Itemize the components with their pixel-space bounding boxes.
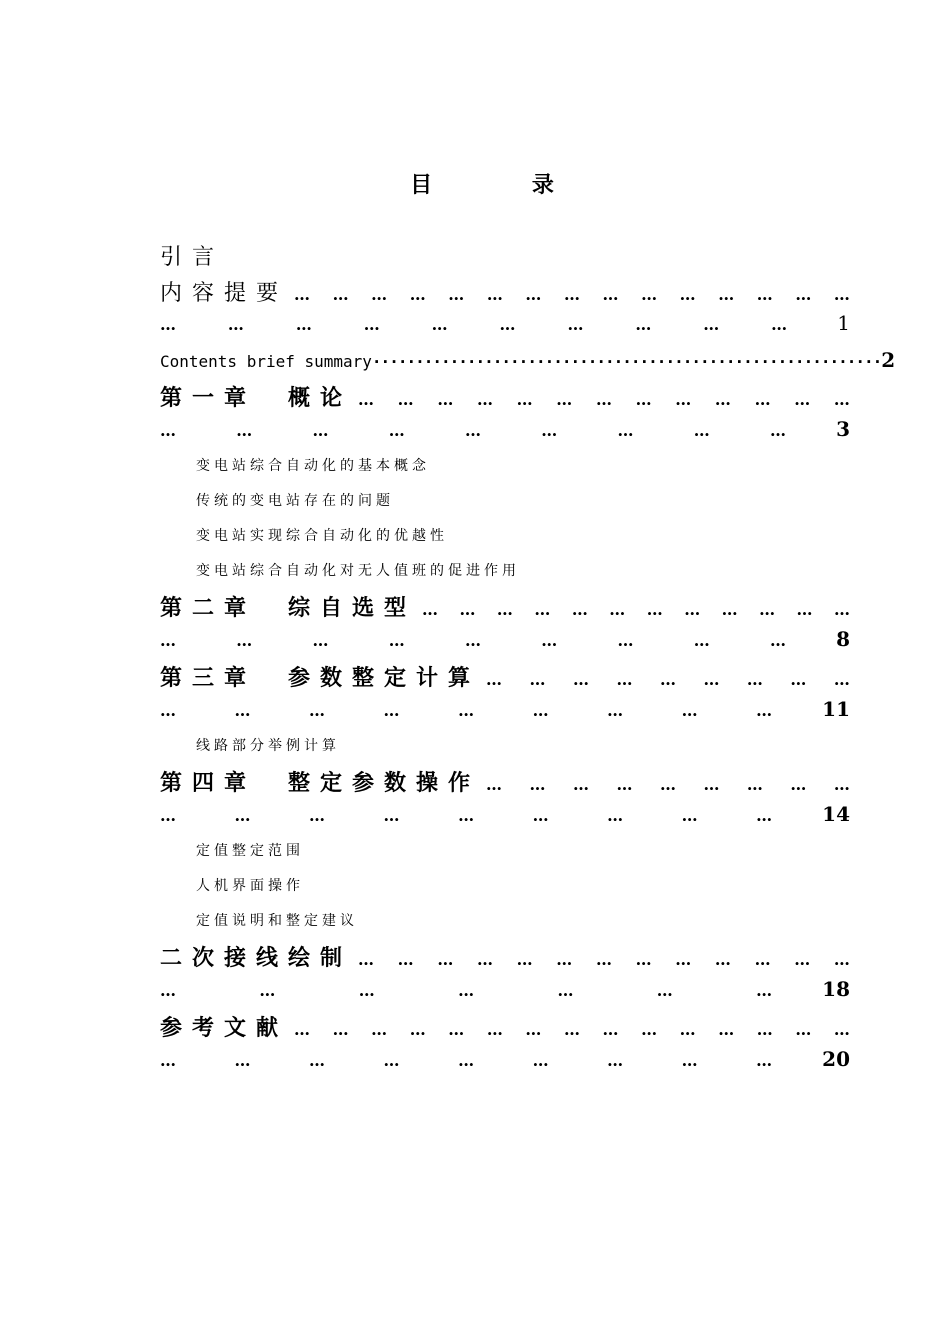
leader-dot: … [754,390,771,409]
toc-entry-secondary-wiring[interactable] [160,941,850,972]
leader-dot: … [458,1051,475,1070]
leader-dot: … [476,390,493,409]
leader-dot: … [770,631,786,650]
leader-dot: … [693,631,710,650]
leader-dot: … [234,701,251,720]
leader-dot: … [572,775,589,794]
leader-dot: … [684,600,701,619]
leader-dot: … [714,390,731,409]
leader-dot: … [675,950,692,969]
leader-dot: … [681,806,698,825]
leader-dot: … [465,631,481,650]
toc-entry-label: 参考文献 [160,1015,289,1041]
toc-entry-label: 二次接线绘制 [160,945,353,971]
leader-dot: … [309,701,326,720]
leader-dot: … [529,775,546,794]
leader-dot: … [714,950,731,969]
leader-dot: … [534,600,551,619]
leader-dot: … [833,775,850,794]
leader-dot: … [557,981,574,1000]
leader-dot: … [397,390,414,409]
leader-dot: … [795,1020,812,1039]
dot-leader [358,950,850,969]
leader-dot: … [312,421,329,440]
leader-dot: … [833,285,850,304]
toc-entry-summary[interactable] [160,276,850,307]
toc-entry-chapter-4[interactable] [160,766,850,797]
dot-leader [486,670,850,689]
leader-dot: … [358,981,375,1000]
leader-dot: … [525,285,542,304]
leader-dot: … [756,701,773,720]
leader-dot: … [609,600,626,619]
leader-dot: … [160,421,176,440]
leader-dot: … [431,315,448,334]
leader-dot: … [759,600,776,619]
leader-dot: … [721,600,738,619]
leader-dot: … [616,670,633,689]
dot-leader [160,315,837,334]
toc-entry-page: 3 [836,417,850,441]
leader-dot: … [659,670,676,689]
leader-dot: … [371,285,388,304]
leader-dot: … [388,421,405,440]
leader-dot: … [160,981,176,1000]
leader-dot: … [770,421,786,440]
toc-entry-label: 内容提要 [160,281,289,306]
toc-entry-page: 11 [822,697,850,721]
leader-dot: … [635,950,652,969]
dot-leader [160,981,822,1000]
leader-dot: … [312,631,329,650]
leader-dot: … [703,315,720,334]
leader-dot: … [833,670,850,689]
toc-entry-summary-page-line [160,311,850,335]
leader-dot: … [795,285,812,304]
toc-entry-page: 14 [822,802,850,826]
dot-leader [294,285,850,304]
leader-dot: … [459,600,476,619]
leader-dot: … [383,806,400,825]
toc-entry-label: 第一章 概论 [160,385,353,411]
leader-dot: … [516,950,533,969]
leader-dot: … [595,950,612,969]
leader-dot: … [486,285,503,304]
toc-entry-chapter-2[interactable] [160,591,850,622]
toc-entry-page: 18 [822,977,850,1001]
leader-dot: … [476,950,493,969]
toc-entry-english-summary[interactable] [160,348,896,372]
leader-dot: … [754,950,771,969]
leader-dot: … [693,421,710,440]
leader-dot: … [641,285,658,304]
dot-leader [160,631,836,650]
leader-dot: … [833,1020,850,1039]
leader-dot: … [525,1020,542,1039]
leader-dot: … [571,600,588,619]
toc-entry-page: 1 [837,311,850,335]
leader-dot: … [607,1051,624,1070]
leader-dot: … [635,315,652,334]
leader-dot: … [572,670,589,689]
leader-dot: … [659,775,676,794]
leader-dot: … [641,1020,658,1039]
leader-dot: … [437,390,454,409]
toc-subentry[interactable]: 定值整定范围 [196,843,304,859]
leader-dot: … [234,1051,251,1070]
leader-dot: … [516,390,533,409]
toc-subentry[interactable]: 人机界面操作 [196,878,304,894]
leader-dot: … [499,315,516,334]
leader-dot: … [602,285,619,304]
leader-dot: … [607,806,624,825]
toc-subentry[interactable]: 变电站综合自动化的基本概念 [196,458,430,474]
page-title: 目 录 [410,172,600,198]
leader-dot: … [771,315,788,334]
leader-dot: … [236,631,253,650]
leader-dot: … [703,670,720,689]
toc-subentry[interactable]: 变电站实现综合自动化的优越性 [196,528,448,544]
leader-dot: … [422,600,439,619]
toc-subentry[interactable]: 变电站综合自动化对无人值班的促进作用 [196,563,520,579]
leader-dot: … [532,1051,549,1070]
toc-entry-label: 第三章 参数整定计算 [160,665,481,691]
leader-dot: … [409,285,426,304]
leader-dot: … [409,1020,426,1039]
toc-entry-label: 第四章 整定参数操作 [160,770,481,796]
leader-dot: … [259,981,276,1000]
leader-dot: … [718,1020,735,1039]
leader-dot: … [656,981,673,1000]
toc-subentry[interactable]: 线路部分举例计算 [196,738,340,754]
toc-entry-references-page-line [160,1047,850,1071]
toc-entry-page: 2 [881,348,896,372]
leader-dot: … [160,1051,176,1070]
dot-leader [160,806,822,825]
leader-dot: … [617,421,634,440]
leader-dot: … [833,390,850,409]
leader-dot: … [746,775,763,794]
leader-dot: … [532,806,549,825]
leader-dot: … [332,1020,349,1039]
leader-dot: … [602,1020,619,1039]
leader-dot: … [383,701,400,720]
leader-dot: … [681,1051,698,1070]
dot-leader [294,1020,850,1039]
toc-entry-chapter-3[interactable] [160,661,850,692]
leader-dot: … [160,315,176,334]
leader-dot: … [160,631,176,650]
dot-leader [358,390,850,409]
toc-entry-label: 第二章 综自选型 [160,595,417,621]
dot-leader [422,600,850,619]
leader-dot: … [541,421,558,440]
leader-dot: … [595,390,612,409]
leader-dot: … [234,806,251,825]
leader-dot: … [486,670,503,689]
leader-dot: … [437,950,454,969]
leader-dot: … [790,670,807,689]
leader-dot: … [332,285,349,304]
leader-dot: … [679,1020,696,1039]
toc-entry-chapter-3-page-line [160,697,850,721]
leader-dot: … [718,285,735,304]
leader-dot: … [756,285,773,304]
toc-entry-label: Contents brief summary [160,352,372,371]
leader-dot: … [756,981,773,1000]
leader-dot: … [834,600,850,619]
leader-dot: … [448,285,465,304]
leader-dot: … [756,806,773,825]
leader-dot: … [617,631,634,650]
leader-dot: … [358,950,375,969]
leader-dot: … [556,950,573,969]
toc-entry-page: 8 [836,627,850,651]
leader-dot: … [679,285,696,304]
leader-dot: … [458,981,475,1000]
toc-entry-chapter-4-page-line [160,802,850,826]
leader-dot: … [496,600,513,619]
leader-dot: … [746,670,763,689]
toc-entry-page: 20 [822,1047,850,1071]
leader-dot: … [363,315,380,334]
leader-dot: … [833,950,850,969]
dot-leader [160,421,836,440]
leader-dot: … [567,315,584,334]
leader-dot: … [556,390,573,409]
leader-dot: … [388,631,405,650]
intro-heading: 引言 [160,245,225,270]
toc-entry-chapter-2-page-line [160,627,850,651]
toc-entry-references[interactable] [160,1011,850,1042]
leader-dot: … [607,701,624,720]
leader-dot: … [294,1020,311,1039]
leader-dot: … [563,1020,580,1039]
leader-dot: … [616,775,633,794]
leader-dot: … [371,1020,388,1039]
leader-dot: … [458,806,475,825]
dot-leader [160,701,822,720]
leader-dot: … [358,390,375,409]
dot-leader [486,775,850,794]
leader-dot: … [756,1020,773,1039]
leader-dot: … [646,600,663,619]
toc-entry-secondary-wiring-page-line [160,977,850,1001]
leader-dot: … [486,775,503,794]
toc-subentry[interactable]: 传统的变电站存在的问题 [196,493,394,509]
leader-dot: … [383,1051,400,1070]
leader-dot: … [563,285,580,304]
dot-leader [160,1051,822,1070]
leader-dot: … [309,806,326,825]
leader-dot: … [309,1051,326,1070]
leader-dot: … [675,390,692,409]
leader-dot: … [681,701,698,720]
leader-dot: … [794,950,811,969]
leader-dot: … [160,806,176,825]
leader-dot: … [295,315,312,334]
leader-dot: … [790,775,807,794]
toc-entry-chapter-1-page-line [160,417,850,441]
leader-dot: … [458,701,475,720]
leader-dot: … [794,390,811,409]
toc-subentry[interactable]: 定值说明和整定建议 [196,913,358,929]
leader-dot: … [541,631,558,650]
dot-leader: ··························································· [371,352,882,371]
leader-dot: … [236,421,253,440]
leader-dot: … [448,1020,465,1039]
leader-dot: … [532,701,549,720]
leader-dot: … [160,701,176,720]
leader-dot: … [227,315,244,334]
leader-dot: … [486,1020,503,1039]
toc-entry-chapter-1[interactable] [160,381,850,412]
leader-dot: … [294,285,311,304]
leader-dot: … [635,390,652,409]
leader-dot: … [465,421,481,440]
leader-dot: … [703,775,720,794]
leader-dot: … [529,670,546,689]
leader-dot: … [397,950,414,969]
leader-dot: … [796,600,813,619]
leader-dot: … [756,1051,773,1070]
